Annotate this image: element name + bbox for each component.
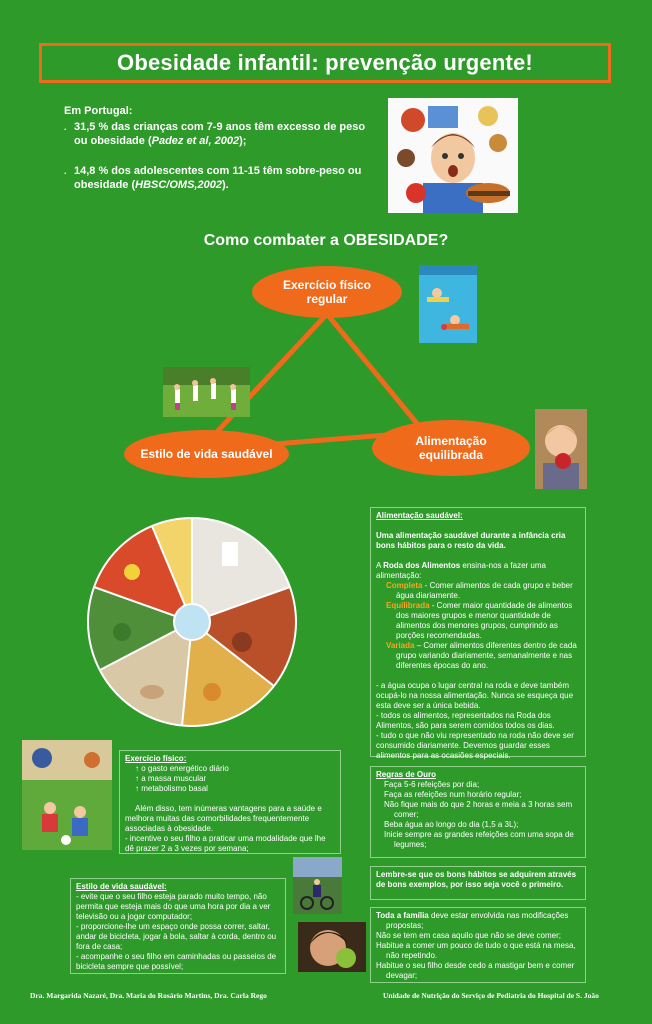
term: Variada (386, 641, 415, 650)
bullet-text: 14,8 % dos adolescentes com 11-15 têm sobre-peso ou obesidade ( (74, 165, 362, 191)
citation: HBSC/OMS,2002 (135, 179, 222, 191)
regra-5: Inicie sempre as grandes refeições com uma sopa de legumes; (384, 830, 574, 849)
term-text: - Comer maior quantidade de alimentos dos maiores grupos e menor quantidade de alimentos dos menores grupos, cumprindo as porções recomendadas. (396, 601, 573, 640)
regras-box (370, 766, 586, 858)
exercicio-item-2: ↑ a massa muscular (135, 774, 207, 783)
question-heading: Como combater a OBESIDADE? (203, 232, 449, 249)
lembre-text: Lembre-se que os bons hábitos se adquirem através de bons exemplos, por isso seja você o primeiro. (376, 870, 577, 889)
regra-4: Beba água ao longo do dia (1,5 a 3L); (384, 820, 519, 829)
estilo-item-3: - acompanhe o seu filho em caminhadas ou passeios de bicicleta sempre que possível; (76, 952, 277, 971)
kids-football-photo (22, 740, 112, 850)
ellipse-nutrition (372, 420, 530, 476)
roda-post: ensina-nos a fazer uma alimentação: (376, 561, 546, 580)
familia-lead-text: deve estar envolvida nas modificações propostas; (386, 911, 569, 930)
estilo-item-1: - evite que o seu filho esteja parado muito tempo, não permita que esteja mais do que uma hora por dia a ver televisão ou a jogar computador; (76, 892, 271, 921)
exercicio-item-1: ↑ o gasto energético diário (135, 764, 229, 773)
cycling-photo (293, 857, 342, 914)
bullet-end: ). (221, 179, 229, 191)
roda-bold: Roda dos Alimentos (383, 561, 461, 570)
familia-item-2: Habitue a comer um pouco de tudo o que está na mesa, não repetindo. (376, 941, 576, 960)
familia-item-1: Não se tem em casa aquilo que não se deve comer; (376, 931, 561, 940)
item-variada (376, 641, 580, 671)
alimentacao-heading: Alimentação saudável: (376, 511, 463, 520)
regra-2: Faça as refeições num horário regular; (384, 790, 522, 799)
citation: Padez et al, 2002 (151, 135, 240, 147)
term: Equilibrada (386, 601, 430, 610)
regras-heading: Regras de Ouro (376, 770, 437, 779)
ellipse-exercise-label: Exercício físico regular (282, 278, 372, 306)
footer-authors: Dra. Margarida Nazaré, Dra. Maria do Rosário Martins, Dra. Carla Rego (30, 991, 267, 1000)
swimming-photo (419, 265, 477, 343)
exercicio-box (119, 750, 341, 854)
estilo-heading: Estilo de vida saudável: (76, 882, 167, 891)
exercicio-heading: Exercício físico: (125, 754, 187, 763)
roda-intro (376, 561, 580, 581)
bullet-mark: . (64, 166, 67, 176)
familia-box (370, 907, 586, 983)
exercicio-para: Além disso, tem inúmeras vantagens para a saúde e melhora muitas das comorbilidades frequentemente associadas à obesidade. (125, 804, 322, 833)
note-2: - todos os alimentos, representados na Roda dos Alimentos, são para serem comidos todos os dias. (376, 711, 555, 730)
ellipse-lifestyle-label: Estilo de vida saudável (140, 447, 273, 461)
note-3: - tudo o que não viu representado na roda não deve ser consumido diariamente. Devemos guardar esses alimentos para as ocasiões especiais. (376, 731, 574, 760)
roda-pre: A (376, 561, 384, 570)
item-completa (376, 581, 580, 601)
footer-unit: Unidade de Nutrição do Serviço de Pediatria do Hospital de S. João (383, 991, 599, 1000)
familia-lead-bold: Toda a família (376, 911, 429, 920)
estilo-item-2: - proporcione-lhe um espaço onde possa correr, saltar, andar de bicicleta, jogar à bola, saltar à corda, dentro ou fora de casa; (76, 922, 277, 951)
regra-1: Faça 5-6 refeições por dia; (384, 780, 480, 789)
ellipse-exercise (252, 266, 402, 318)
term-text: - Comer alimentos de cada grupo e beber água diariamente. (396, 581, 573, 600)
poster-title: Obesidade infantil: prevenção urgente! (117, 50, 533, 75)
bullet-text: 31,5 % das crianças com 7-9 anos têm excesso de peso ou obesidade ( (74, 121, 366, 147)
running-kids-photo (163, 367, 250, 417)
item-equilibrada (376, 601, 580, 641)
familia-lead (376, 911, 580, 931)
boy-eating-apple-photo (535, 409, 587, 489)
term-text: – Comer alimentos diferentes dentro de cada grupo variando diariamente, semanalmente e nas diferentes épocas do ano. (396, 641, 577, 670)
ellipse-nutrition-label: Alimentação equilibrada (415, 434, 487, 462)
alimentacao-lead: Uma alimentação saudável durante a infância cria bons hábitos para o resto da vida. (376, 531, 566, 550)
intro-heading: Em Portugal: (64, 105, 133, 117)
regra-3: Não fique mais do que 2 horas e meia a 3 horas sem comer; (384, 800, 573, 819)
bullet-end: ); (239, 135, 247, 147)
girl-eating-apple-photo (298, 922, 366, 972)
exercicio-item-3: ↑ metabolismo basal (135, 784, 208, 793)
exercicio-extra: - incentive o seu filho a praticar uma modalidade que lhe dê prazer 2 a 3 vezes por semana; (125, 834, 326, 853)
alimentacao-box (370, 507, 586, 760)
food-wheel (86, 516, 298, 733)
lembre-box (370, 866, 586, 900)
note-1: - a água ocupa o lugar central na roda e deve também ocupá-lo na nossa alimentação. Nunca se esqueça que esta deve ser a única bebida. (376, 681, 574, 710)
estilo-box (70, 878, 286, 974)
bullet-mark: . (64, 122, 67, 132)
ellipse-lifestyle (124, 430, 289, 478)
term: Completa (386, 581, 423, 590)
familia-item-3: Habitue o seu filho desde cedo a mastigar bem e comer devagar; (376, 961, 575, 980)
